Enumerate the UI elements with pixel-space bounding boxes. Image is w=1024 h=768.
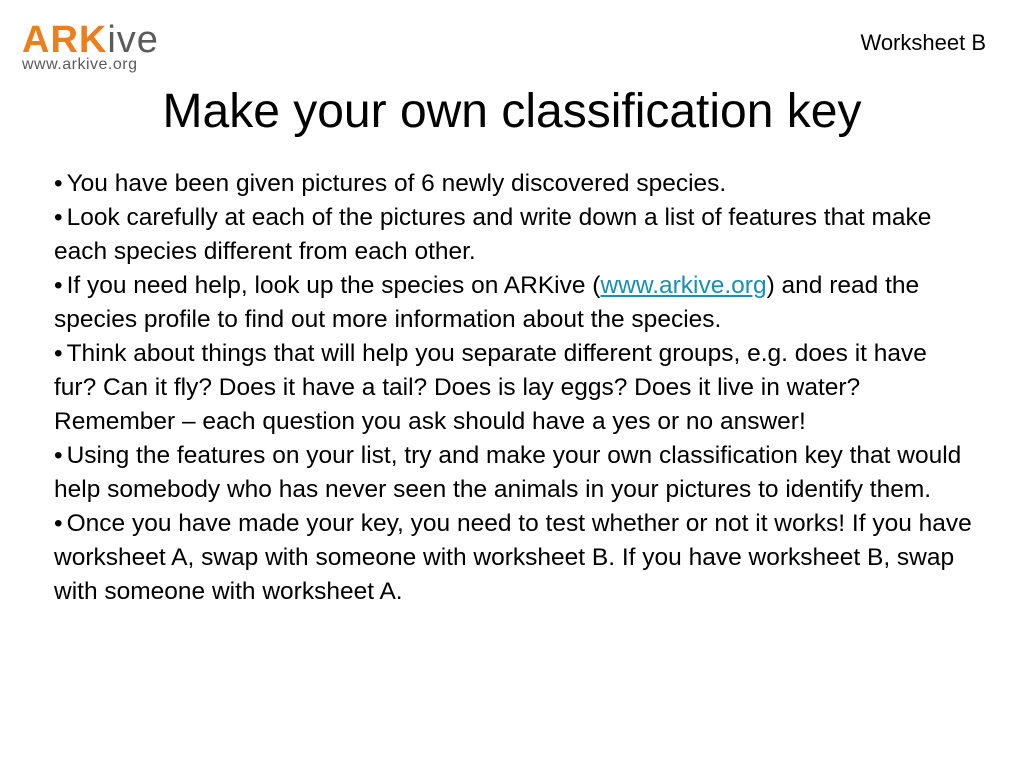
instruction-text: Once you have made your key, you need to test whether or not it works! If you have worksheet A, swap with someone with worksheet B. If you have worksheet B, swap with someone with worksheet A. [54, 510, 972, 605]
instruction-text-after-link: ) and read the species profile to find out more information about the species. [54, 272, 920, 333]
bullet: • [54, 510, 63, 537]
instruction-item [54, 201, 974, 269]
bullet: • [54, 204, 63, 231]
instruction-text: Look carefully at each of the pictures and write down a list of features that make each species different from each other. [54, 204, 932, 265]
instruction-item [54, 439, 974, 507]
bullet: • [54, 272, 63, 299]
arkive-logo [22, 19, 202, 74]
logo-wordmark [22, 19, 159, 61]
logo-wordmark-ive: ive [107, 19, 159, 61]
bullet: • [54, 442, 63, 469]
page-title: Make your own classification key [162, 85, 862, 138]
instruction-item [54, 167, 974, 201]
bullet: • [54, 340, 63, 367]
worksheet-label: Worksheet B [860, 30, 986, 55]
instructions-list [54, 167, 974, 609]
logo-wordmark-ark: ARK [22, 19, 108, 61]
instruction-item [54, 507, 974, 609]
bullet: • [54, 170, 63, 197]
logo-url: www.arkive.org [22, 56, 138, 73]
instruction-text: Think about things that will help you separate different groups, e.g. does it have fur? Can it fly? Does it have a tail? Does is lay eggs? Does it live in water? Remember – each question you ask should have a yes or no answer! [54, 340, 927, 435]
arkive-website-link[interactable]: www.arkive.org [600, 272, 767, 299]
instruction-text: You have been given pictures of 6 newly discovered species. [66, 170, 727, 197]
instruction-item [54, 337, 974, 439]
instruction-item [54, 269, 974, 337]
instruction-text: Using the features on your list, try and make your own classification key that would help somebody who has never seen the animals in your pictures to identify them. [54, 442, 962, 503]
instruction-text-before-link: If you need help, look up the species on ARKive ( [66, 272, 601, 299]
